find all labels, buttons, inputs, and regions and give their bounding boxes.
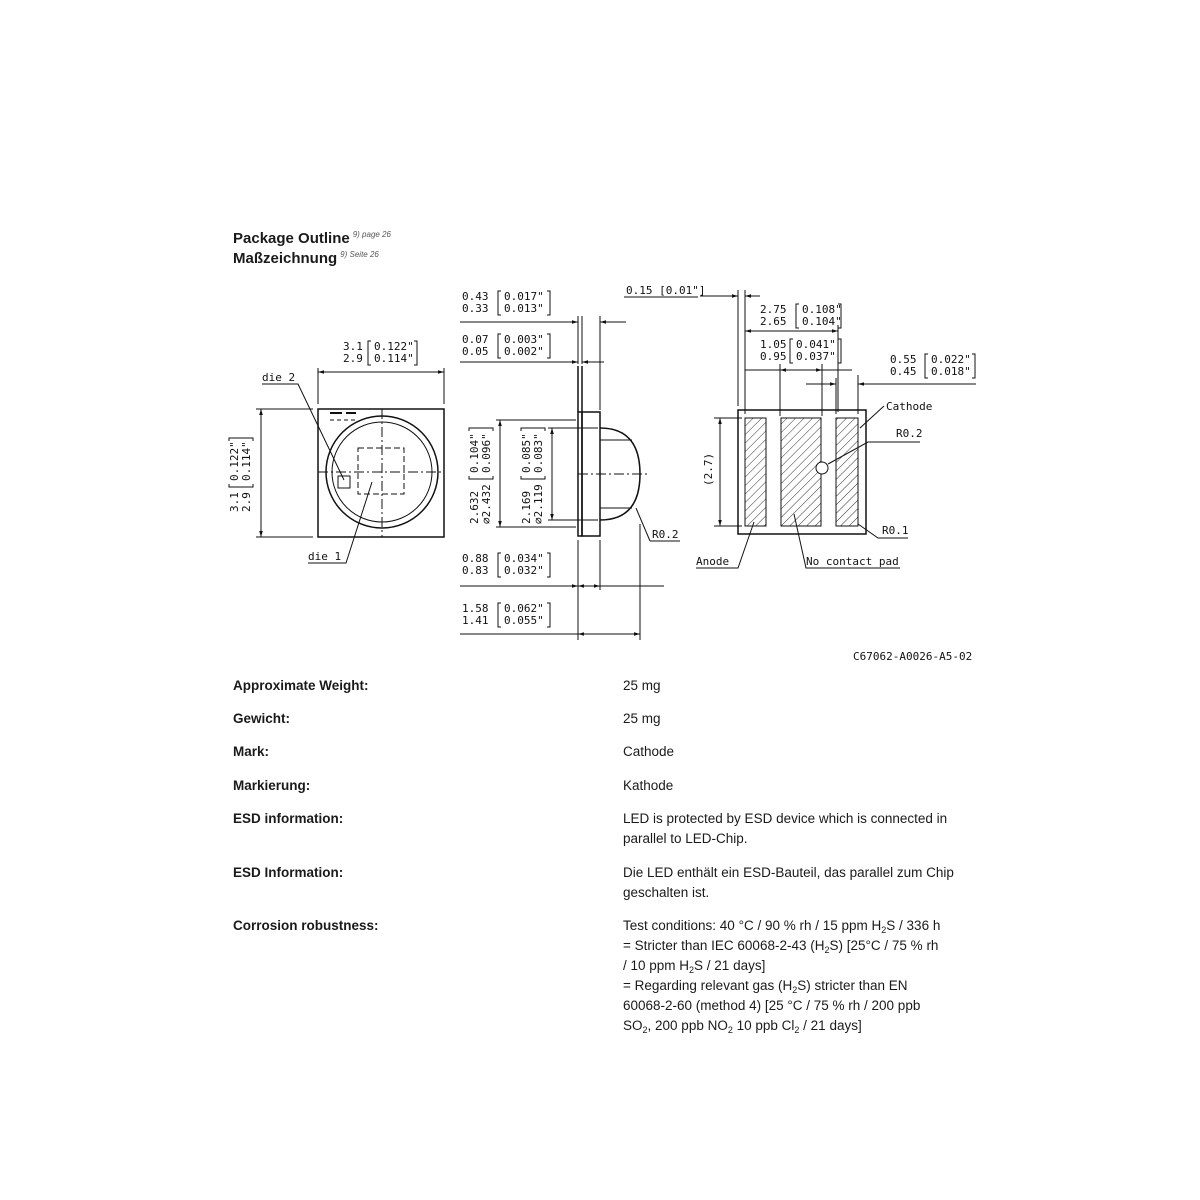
mark-label: Mark: [233,744,270,759]
title-de: Maßzeichnung [233,250,338,267]
lens-outer-min: ⌀2.432 [480,484,493,524]
corrosion-line-5: 60068-2-60 (method 4) [25 °C / 75 % rh / 200 ppb [623,998,921,1013]
side-total-max: 1.58 [462,602,489,615]
label-cathode: Cathode [886,400,933,413]
side-lead-max: 0.07 [462,333,489,346]
bottom-pad-in-min: 0.037" [796,350,836,363]
corrosion-line-6: $SO_2$, 200 ppb $NO_2$ 10 ppb $Cl_2 / 21$ days] [623,1018,862,1035]
side-lead-min: 0.05 [462,345,489,358]
esd-de-label: ESD Information: [233,865,344,880]
corrosion-line-1: Test conditions: 40 °C / 90 % rh / 15 ppm $H_2S / 336$ h [623,918,941,935]
cathode-notch [816,462,828,474]
front-height-in-min: 0.114" [240,441,253,481]
mark-value: Cathode [623,744,675,759]
label-r02: R0.2 [896,427,923,440]
side-body-in-max: 0.034" [504,552,544,565]
lens-inner-in-max: 0.085" [520,433,533,473]
side-lead-in-min: 0.002" [504,345,544,358]
front-height-min: 2.9 [240,492,253,512]
side-top-max: 0.43 [462,290,489,303]
bottom-pad-max: 1.05 [760,338,787,351]
markierung-value: Kathode [623,778,674,793]
corrosion-label: Corrosion robustness: [233,918,379,933]
bottom-width-min: 2.65 [760,315,787,328]
drawing-number: C67062-A0026-A5-02 [853,650,973,663]
bottom-width-in-min: 0.104" [802,315,842,328]
front-width-in-min: 0.114" [374,352,414,365]
side-top-min: 0.33 [462,302,489,315]
corrosion-line-4: = Regarding relevant gas $(H_2S)$ stricter than EN [623,978,908,995]
title-en: Package Outline [233,230,350,247]
front-height-in-max: 0.122" [228,441,241,481]
title-de-footnote: 9) Seite 26 [340,250,379,259]
lens-outer-max: 2.632 [468,490,481,524]
side-total-min: 1.41 [462,614,489,627]
weight-label: Approximate Weight: [233,678,369,693]
bottom-height-label: (2.7) [702,452,715,486]
bottom-pad-in-max: 0.041" [796,338,836,351]
label-anode: Anode [696,555,730,568]
bottom-view [624,284,976,568]
lens-inner-min: ⌀2.119 [532,484,545,524]
side-view [460,290,680,640]
side-radius-label: R0.2 [652,528,679,541]
esd-de-value: Die LED enthält ein ESD-Bauteil, das parallel zum Chip geschalten ist. [623,865,954,900]
title-en-footnote: 9) page 26 [352,230,391,239]
bottom-pad-min: 0.95 [760,350,787,363]
bottom-cath-min: 0.45 [890,365,917,378]
bottom-cath-max: 0.55 [890,353,917,366]
label-r01: R0.1 [882,524,909,537]
label-die-2: die 2 [262,371,296,384]
lens-inner-max: 2.169 [520,490,533,524]
corrosion-line-3: / 10 ppm $H_2S / 21$ days] [623,958,766,975]
side-top-in-min: 0.013" [504,302,544,315]
bottom-gap-label: 0.15 [0.01"] [626,284,706,297]
label-no-contact: No contact pad [806,555,899,568]
lens-outer-in-min: 0.096" [480,433,493,473]
pad-anode [745,418,766,526]
lens-outer-in-max: 0.104" [468,433,481,473]
bottom-cath-in-min: 0.018" [931,365,971,378]
gewicht-label: Gewicht: [233,711,291,726]
side-lead-in-max: 0.003" [504,333,544,346]
corrosion-value [623,916,993,1036]
side-total-in-max: 0.062" [504,602,544,615]
side-top-in-max: 0.017" [504,290,544,303]
esd-en-value: LED is protected by ESD device which is connected in parallel to LED-Chip. [623,811,948,846]
front-height-max: 3.1 [228,492,241,512]
front-view [228,340,444,563]
pad-cathode [836,418,858,526]
front-die-2 [338,476,350,488]
label-die-1: die 1 [308,550,342,563]
side-total-in-min: 0.055" [504,614,544,627]
front-die-area [358,448,404,494]
front-width-min: 2.9 [343,352,363,365]
side-body-in-min: 0.032" [504,564,544,577]
bottom-cath-in-max: 0.022" [931,353,971,366]
gewicht-value: 25 mg [623,711,661,726]
front-width-max: 3.1 [343,340,363,353]
side-body-max: 0.88 [462,552,489,565]
corrosion-line-2: = Stricter than IEC 60068-2-43 $(H_2S)$ [25°C / 75 % rh [623,938,939,955]
lens-inner-in-min: 0.083" [532,433,545,473]
front-body [318,409,444,537]
bottom-width-in-max: 0.108" [802,303,842,316]
esd-en-label: ESD information: [233,811,344,826]
markierung-label: Markierung: [233,778,311,793]
side-body-min: 0.83 [462,564,489,577]
weight-value: 25 mg [623,678,661,693]
bottom-width-max: 2.75 [760,303,787,316]
front-width-in-max: 0.122" [374,340,414,353]
pad-no-contact [781,418,821,526]
